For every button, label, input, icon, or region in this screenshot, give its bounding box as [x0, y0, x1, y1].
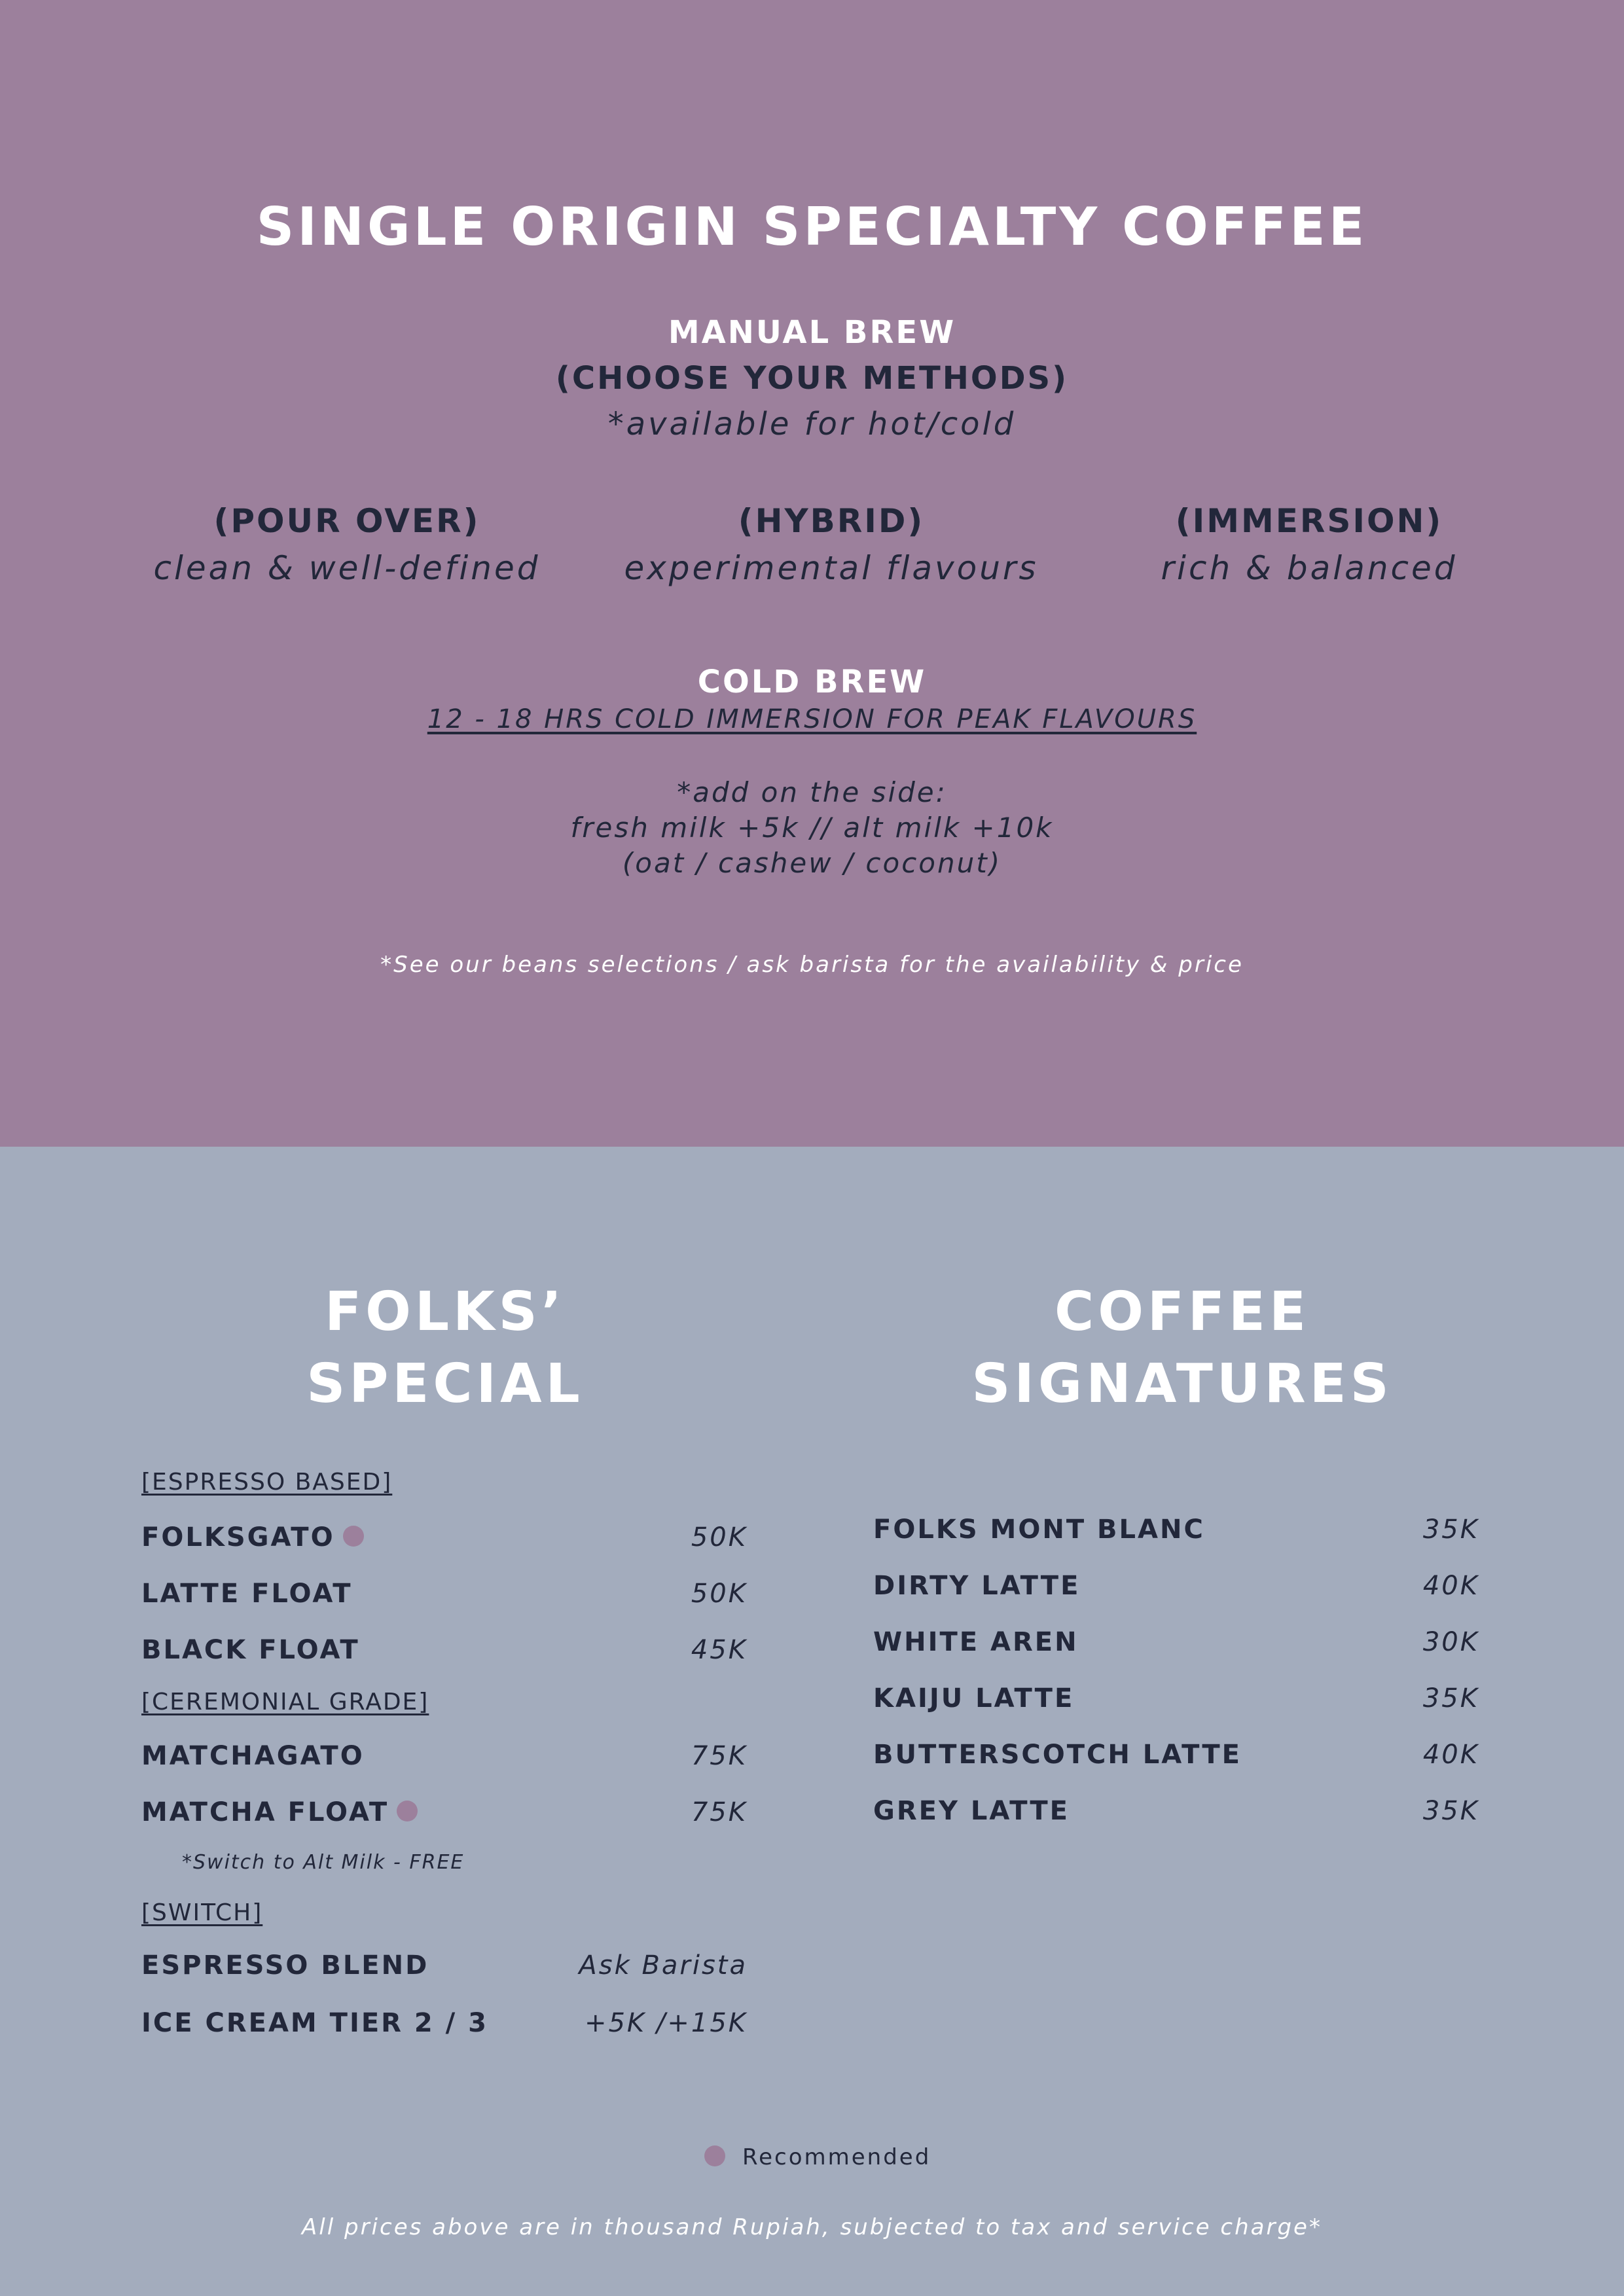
title-line: COFFEE — [1055, 1281, 1310, 1343]
recommended-dot-icon — [397, 1801, 418, 1821]
menu-item-latte-float: LATTE FLOAT — [141, 1579, 353, 1609]
menu-item-kaiju-latte: KAIJU LATTE — [873, 1683, 1075, 1713]
title-line: FOLKS’ — [325, 1281, 566, 1343]
menu-item-grey-latte: GREY LATTE — [873, 1796, 1070, 1826]
coffee-signatures-title — [855, 1276, 1509, 1420]
item-price: 75K — [691, 1797, 748, 1827]
price-footer-note: All prices above are in thousand Rupiah, subjected to tax and service charge* — [302, 2214, 1322, 2240]
item-price: 45K — [691, 1635, 748, 1665]
method-name: (HYBRID) — [738, 502, 925, 540]
method-immersion — [1047, 497, 1571, 592]
manual-brew-title: MANUAL BREW — [668, 314, 956, 351]
item-price: 35K — [1422, 1515, 1479, 1545]
item-price: Ask Barista — [579, 1950, 748, 1981]
title-line: SIGNATURES — [971, 1353, 1393, 1415]
recommended-dot-icon — [704, 2145, 725, 2166]
item-price: 50K — [691, 1522, 748, 1552]
method-pour-over — [85, 497, 609, 592]
beans-selection-note: *See our beans selections / ask barista for the availability & price — [380, 952, 1244, 978]
category-switch: [SWITCH] — [141, 1899, 263, 1926]
title-line: SPECIAL — [306, 1353, 584, 1415]
addon-line-2: fresh milk +5k // alt milk +10k — [570, 812, 1054, 844]
method-desc: rich & balanced — [1161, 549, 1458, 587]
method-hybrid — [569, 497, 1093, 592]
method-name: (POUR OVER) — [213, 502, 480, 540]
single-origin-section — [0, 0, 1624, 1147]
item-price: 75K — [691, 1741, 748, 1771]
menu-item-butterscotch-latte: BUTTERSCOTCH LATTE — [873, 1740, 1242, 1770]
menu-item-dirty-latte: DIRTY LATTE — [873, 1571, 1081, 1601]
manual-brew-note: *available for hot/cold — [607, 406, 1017, 442]
item-price: 35K — [1422, 1683, 1479, 1713]
menu-item-matcha-float — [141, 1797, 418, 1827]
method-desc: clean & well-defined — [153, 549, 541, 587]
manual-brew-subtitle: (CHOOSE YOUR METHODS) — [555, 360, 1069, 397]
item-price: 40K — [1422, 1571, 1479, 1601]
legend — [704, 2144, 931, 2170]
item-price: 35K — [1422, 1796, 1479, 1826]
item-price: 50K — [691, 1579, 748, 1609]
recommended-dot-icon — [343, 1526, 364, 1547]
menu-item-folks-mont-blanc: FOLKS MONT BLANC — [873, 1515, 1205, 1545]
menu-item-black-float: BLACK FLOAT — [141, 1635, 360, 1665]
addon-line-1: *add on the side: — [677, 776, 947, 808]
category-ceremonial-grade: [CEREMONIAL GRADE] — [141, 1689, 429, 1715]
method-name: (IMMERSION) — [1175, 502, 1443, 540]
menu-item-espresso-blend: ESPRESSO BLEND — [141, 1950, 429, 1981]
category-espresso-based: [ESPRESSO BASED] — [141, 1469, 393, 1496]
menu-item-folksgato — [141, 1522, 364, 1552]
item-price: +5K /+15K — [584, 2008, 748, 2038]
menu-item-white-aren: WHITE AREN — [873, 1627, 1079, 1657]
legend-label: Recommended — [742, 2144, 931, 2170]
item-name: FOLKSGATO — [141, 1522, 335, 1552]
cold-brew-title: COLD BREW — [697, 664, 927, 700]
addon-line-3: (oat / cashew / coconut) — [622, 847, 1002, 879]
item-price: 30K — [1422, 1627, 1479, 1657]
alt-milk-note: *Switch to Alt Milk - FREE — [182, 1851, 465, 1874]
menu-item-ice-cream-tier: ICE CREAM TIER 2 / 3 — [141, 2008, 488, 2038]
folks-special-title — [118, 1276, 772, 1420]
item-name: MATCHA FLOAT — [141, 1797, 389, 1827]
page-title: SINGLE ORIGIN SPECIALTY COFFEE — [256, 196, 1368, 257]
item-price: 40K — [1422, 1740, 1479, 1770]
method-desc: experimental flavours — [624, 549, 1039, 587]
menu-item-matchagato: MATCHAGATO — [141, 1741, 365, 1771]
cold-brew-desc: 12 - 18 HRS COLD IMMERSION FOR PEAK FLAVOURS — [427, 704, 1197, 734]
